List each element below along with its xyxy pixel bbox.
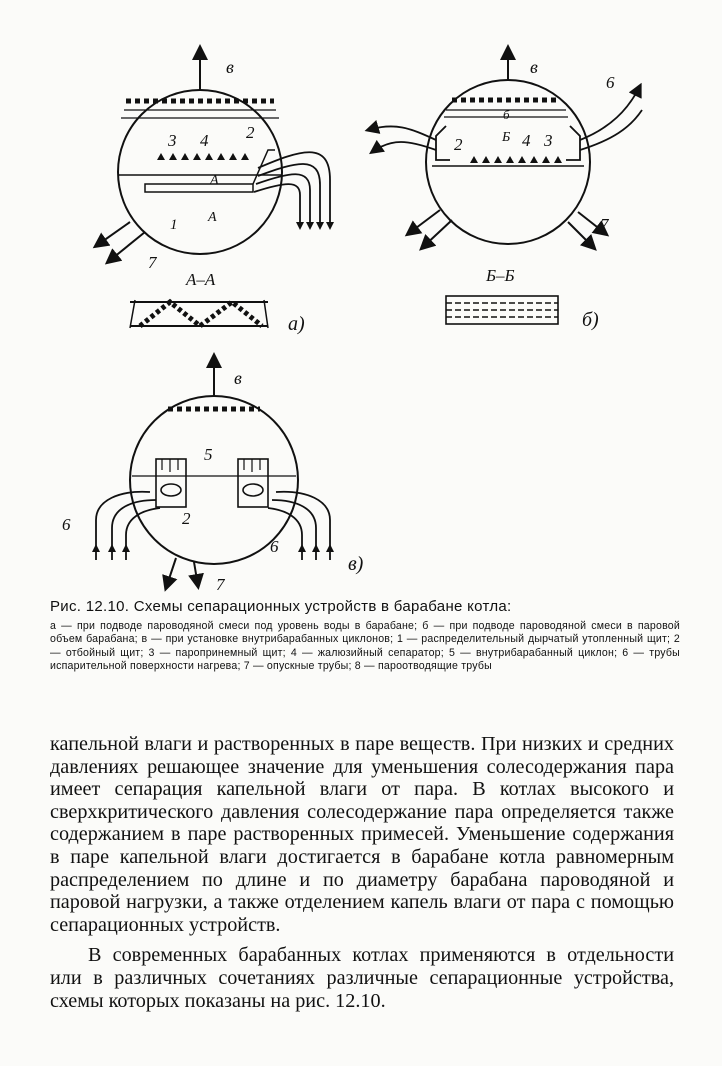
label-a-2: 2: [246, 123, 255, 142]
drum-a: [118, 90, 282, 254]
paragraph-2: В современных барабанных котлах применяются в отдельности или в различных сочетаниях различные сепарационные устройства, схемы которых показаны на рис. 12.10.: [50, 944, 674, 1012]
panel-letter-c: в): [348, 553, 364, 575]
label-a-8: в: [226, 57, 234, 77]
label-b-6: 6: [606, 73, 615, 92]
section-b-b: [446, 296, 558, 324]
label-b-2: 2: [454, 135, 463, 154]
label-a-A-upper: А: [210, 173, 219, 188]
paragraph-1: капельной влаги и растворенных в паре веществ. При низких и средних давлениях решающее значение для уменьшения солесодержания пара имеет сепарация капельной влаги от пара. В котлах высокого и сверхкритического давления солесодержание пара определяется также содержанием в паре растворенных примесей. Уменьшение содержания в паре капельной влаги достигается в барабане котла равномерным распределением по длине и по диаметру барабана пароводяной и паровой нагрузки, а также отделением капель влаги от пара с помощью сепарационных устройств.: [50, 733, 674, 936]
section-title-b: Б–Б: [486, 266, 515, 285]
section-a-a: [130, 300, 268, 328]
label-c-8: в: [234, 368, 242, 388]
label-b-4: 4: [522, 131, 531, 150]
section-title-a: А–А: [186, 270, 216, 289]
label-c-6-right: 6: [270, 537, 279, 556]
label-b-7: 7: [600, 215, 609, 234]
panel-letter-b: б): [582, 309, 599, 331]
label-a-4: 4: [200, 131, 209, 150]
tube-arrows-c: [92, 544, 334, 552]
steam-arrows-b: [470, 156, 562, 163]
label-a-A-lower: А: [208, 210, 217, 225]
label-c-2: 2: [182, 509, 191, 528]
label-a-1: 1: [170, 217, 178, 233]
figure-caption-title: Рис. 12.10. Схемы сепарационных устройств в барабане котла:: [50, 598, 512, 615]
panel-a: [96, 48, 330, 262]
label-a-3: 3: [168, 131, 177, 150]
label-b-3: 3: [544, 131, 553, 150]
label-b-8: в: [530, 57, 538, 77]
label-b-b-small: б: [503, 107, 510, 122]
label-c-6-left: 6: [62, 515, 71, 534]
label-c-5: 5: [204, 445, 213, 464]
figure-caption-text: а — при подводе пароводяной смеси под уровень воды в барабане; б — при подводе пароводяной смеси в паровой объем барабана; в — при установке внутрибарабанных циклонов; 1 — распределительный дырчатый утопленный щит; 2 — отбойный щит; 3 — паропринемный щит; 4 — жалюзийный сепаратор; 5 — внутрибарабанный циклон; 6 — трубы испарительной поверхности нагрева; 7 — опускные трубы; 8 — пароотводящие трубы: [50, 620, 680, 672]
panel-letter-a: а): [288, 313, 305, 335]
label-b-B: Б: [502, 130, 511, 145]
body-text: [50, 733, 674, 1012]
panel-c: [96, 356, 330, 588]
label-c-7: 7: [216, 575, 225, 594]
label-a-7: 7: [148, 253, 157, 272]
